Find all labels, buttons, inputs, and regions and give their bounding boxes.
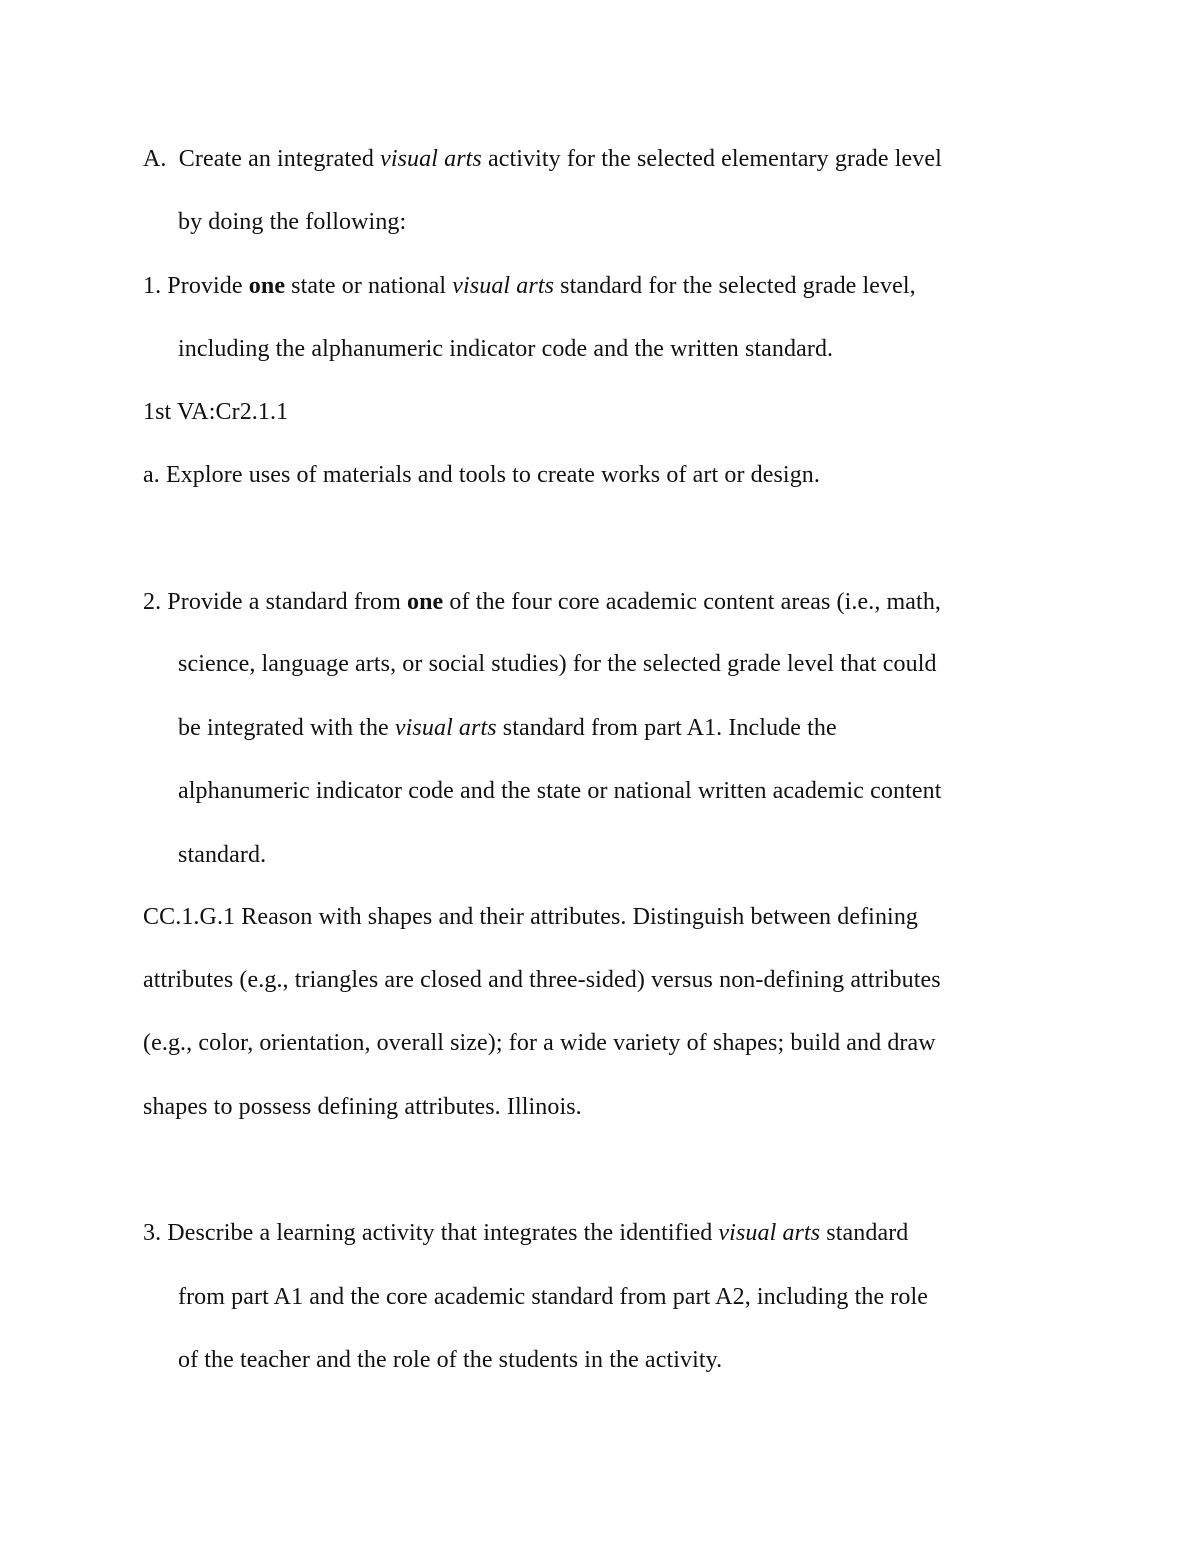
part-a-text-end: activity for the selected elementary grade level	[481, 146, 942, 172]
question-1-line-2: including the alphanumeric indicator code and the written standard.	[178, 336, 834, 362]
question-2-line-3	[178, 713, 837, 743]
answer-1-code: 1st VA:Cr2.1.1	[143, 399, 289, 425]
answer-2-line-2: attributes (e.g., triangles are closed and three-sided) versus non-defining attributes	[143, 967, 941, 993]
question-2-line-1	[143, 587, 941, 617]
answer-2-line-3: (e.g., color, orientation, overall size); for a wide variety of shapes; build and draw	[143, 1030, 936, 1056]
q1-text: 1. Provide	[143, 273, 249, 299]
part-a-emphasis: visual arts	[380, 146, 482, 172]
question-3-line-1	[143, 1218, 908, 1248]
answer-2-line-1: CC.1.G.1 Reason with shapes and their attributes. Distinguish between defining	[143, 904, 919, 930]
q2-text: 2. Provide a standard from	[143, 589, 407, 615]
q1-text-end: standard for the selected grade level,	[554, 273, 916, 299]
q2-bold: one	[406, 589, 444, 615]
q2-text-end: of the four core academic content areas (i.e., math,	[443, 589, 942, 615]
part-a-line-1	[143, 144, 942, 174]
question-3-line-2: from part A1 and the core academic standard from part A2, including the role	[178, 1284, 929, 1310]
q1-emphasis: visual arts	[452, 273, 555, 299]
question-2-line-5: standard.	[178, 842, 267, 868]
q3-text-end: standard	[820, 1220, 909, 1246]
q2-emphasis: visual arts	[394, 715, 497, 741]
answer-1-text: a. Explore uses of materials and tools to create works of art or design.	[143, 462, 820, 488]
question-2-line-4: alphanumeric indicator code and the state or national written academic content	[178, 778, 942, 804]
q2-l3-text-end: standard from part A1. Include the	[496, 715, 837, 741]
part-a-label: A.	[143, 146, 167, 172]
part-a-line-2: by doing the following:	[178, 209, 407, 235]
answer-2-line-4: shapes to possess defining attributes. Illinois.	[143, 1094, 582, 1120]
q1-text-mid: state or national	[285, 273, 453, 299]
part-a-text: Create an integrated	[178, 146, 381, 172]
q2-l3-text: be integrated with the	[178, 715, 395, 741]
question-1-line-1	[143, 271, 916, 301]
question-3-line-3: of the teacher and the role of the students in the activity.	[178, 1347, 723, 1373]
q3-text: 3. Describe a learning activity that integrates the identified	[143, 1220, 719, 1246]
q3-emphasis: visual arts	[718, 1220, 821, 1246]
question-2-line-2: science, language arts, or social studies) for the selected grade level that could	[178, 651, 937, 677]
q1-bold: one	[248, 273, 286, 299]
